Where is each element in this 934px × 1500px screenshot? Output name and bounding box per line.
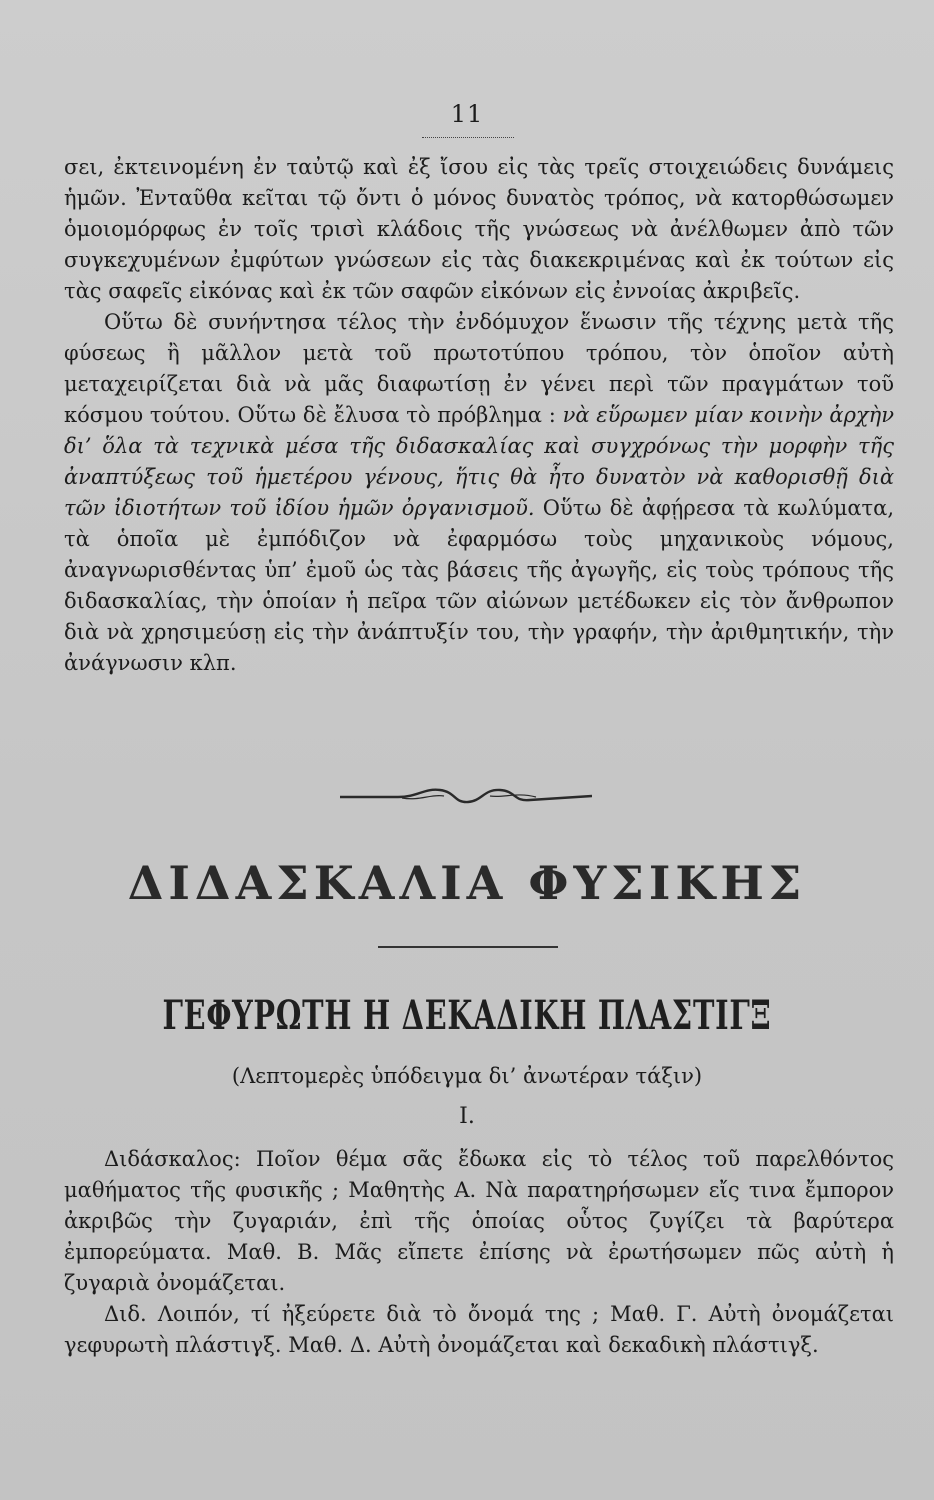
section-subtitle: ΓΕΦΥΡΩΤΗ Η ΔΕΚΑΔΙΚΗ ΠΛΑΣΤΙΓΞ [162, 992, 772, 1039]
page-number: 11 [450, 100, 484, 128]
dialogue-paragraph-1: Διδάσκαλος: Ποῖον θέμα σᾶς ἔδωκα εἰς τὸ τέλος τοῦ παρελθόντος μαθήματος τῆς φυσικῆς ; Μαθητὴς Α. Νὰ παρατηρήσωμεν εἴς τινα ἔμπορον ἀκριβῶς τὴν ζυγαριάν, ἐπὶ τῆς ὁποίας οὗτος ζυγίζει τὰ βαρύτερα ἐμπορεύματα. Μαθ. Β. Μᾶς εἴπετε ἐπίσης νὰ ἐρωτήσωμεν πῶς αὐτὴ ἡ ζυγαριὰ ὀνομάζεται. [64, 1147, 894, 1295]
paragraph-synthesis [64, 307, 894, 679]
paragraph-synthesis-end: Οὕτω δὲ ἀφῄρεσα τὰ κωλύματα, τὰ ὁποῖα μὲ ἐμπόδιζον νὰ ἐφαρμόσω τοὺς μηχανικοὺς νόμους, ἀναγνωρισθέντας ὑπ’ ἐμοῦ ὡς τὰς βάσεις τῆς ἀγωγῆς, εἰς τοὺς τρόπους τῆς διδασκαλίας, τὴν ὁποίαν ἡ πεῖρα τῶν αἰώνων μετέδωκεν εἰς τὸν ἄνθρωπον διὰ νὰ χρησιμεύσῃ εἰς τὴν ἀνάπτυξίν του, τὴν γραφήν, τὴν ἀριθμητικήν, τὴν ἀνάγνωσιν κλπ. [64, 496, 894, 675]
body-text-top [64, 152, 894, 679]
title-rule [378, 946, 558, 948]
paragraph-continuation: σει, ἐκτεινομένη ἐν ταὐτῷ καὶ ἐξ ἴσου εἰς τὰς τρεῖς στοιχειώδεις δυνάμεις ἡμῶν. Ἐνταῦθα κεῖται τῷ ὄντι ὁ μόνος δυνατὸς τρόπος, νὰ κατορθώσωμεν ὁμοιομόρφως ἐν τοῖς τρισὶ κλάδοις τῆς γνώσεως νὰ ἀνέλθωμεν ἀπὸ τῶν συγκεχυμένων ἐμφύτων γνώσεων εἰς τὰς διακεκριμένας καὶ ἐκ τούτων εἰς τὰς σαφεῖς εἰκόνας καὶ ἐκ τῶν σαφῶν εἰκόνων εἰς ἐννοίας ἀκριβεῖς. [64, 155, 894, 303]
body-text-bottom [64, 1144, 894, 1361]
paragraph-synthesis-start: Οὕτω δὲ συνήντησα τέλος τὴν ἐνδόμυχον ἕνωσιν τῆς τέχνης μετὰ τῆς φύσεως ἢ μᾶλλον μετὰ τοῦ πρωτοτύπου τρόπου, τὸν ὁποῖον αὐτὴ μεταχειρίζεται διὰ νὰ μᾶς διαφωτίσῃ ἐν γένει περὶ τῶν πραγμάτων τοῦ κόσμου τούτου. Οὕτω δὲ ἔλυσα τὸ πρόβλημα : [64, 310, 894, 427]
main-title: ΔΙΔΑΣΚΑΛΙΑ ΦΥΣΙΚΗΣ [127, 856, 807, 910]
page-number-rule [422, 137, 514, 138]
subtitle-note: (Λεπτομερὲς ὑπόδειγμα δι’ ἀνωτέραν τάξιν) [231, 1064, 703, 1088]
dialogue-paragraph-2: Διδ. Λοιπόν, τί ἠξεύρετε διὰ τὸ ὄνομά της ; Μαθ. Γ. Αὐτὴ ὀνομάζεται γεφυρωτὴ πλάστιγξ. Μαθ. Δ. Αὐτὴ ὀνομάζεται καὶ δεκαδικὴ πλάστιγξ. [64, 1302, 894, 1357]
section-numeral: I. [459, 1104, 475, 1129]
paragraph-synthesis-italic: νὰ εὕρωμεν μίαν κοινὴν ἀρχὴν δι’ ὅλα τὰ τεχνικὰ μέσα τῆς διδασκαλίας καὶ συγχρόνως τὴν μορφὴν τῆς ἀναπτύξεως τοῦ ἡμετέρου γένους, ἥτις θὰ ἦτο δυνατὸν νὰ καθορισθῇ διὰ τῶν ἰδιοτήτων τοῦ ἰδίου ἡμῶν ὀργανισμοῦ. [64, 403, 895, 520]
ornament-flourish [340, 776, 592, 816]
